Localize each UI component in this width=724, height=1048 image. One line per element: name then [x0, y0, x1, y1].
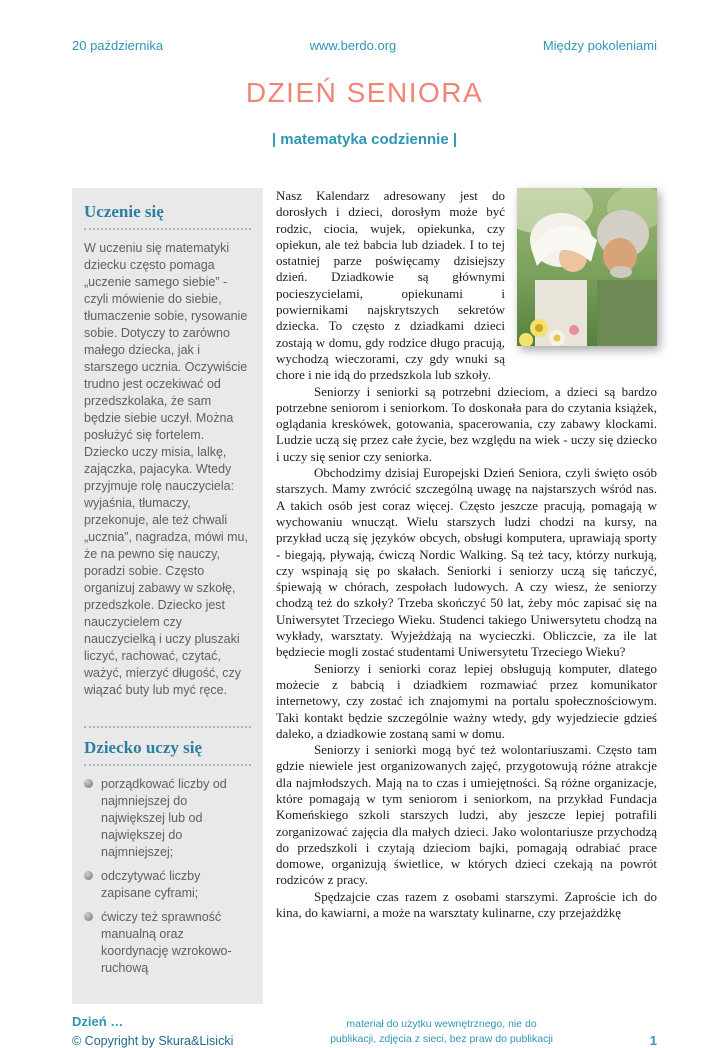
sphere-bullet-icon — [84, 912, 93, 921]
footer-usage-note — [330, 1017, 553, 1048]
article-paragraph: Spędzajcie czas razem z osobami starszymi. Zaproście ich do kina, do kawiarni, a może na warsztaty kulinarne, czy przejażdżkę — [276, 889, 657, 922]
content-columns — [72, 188, 657, 1004]
bullet-item — [84, 909, 251, 977]
dotted-divider — [84, 227, 251, 230]
page-header — [72, 38, 657, 53]
main-article — [276, 188, 657, 921]
header-date: 20 października — [72, 38, 163, 53]
footer-page-number: 1 — [650, 1033, 657, 1048]
article-paragraph: Seniorzy i seniorki coraz lepiej obsługują komputer, dlatego możecie z babcią i dziadkiem rozmawiać przez komunikator internetowy, czy zostać ich znajomymi na portalu społecznościowym. Taki kontakt będzie szczególnie ważny wtedy, gdy wyjedziecie gdzieś daleko, a dziadkowie zostaną sami w domu. — [276, 661, 657, 742]
bullet-text: odczytywać liczby zapisane cyframi; — [101, 869, 200, 900]
page-subtitle: | matematyka codziennie | — [72, 131, 657, 148]
sidebar — [72, 188, 263, 1004]
bullet-text: ćwiczy też sprawność manualną oraz koordynację wzrokowo-ruchową — [101, 910, 232, 975]
footer-copyright: © Copyright by Skura&Lisicki — [72, 1034, 233, 1048]
footer-note-line1: materiał do użytku wewnętrznego, nie do — [330, 1017, 553, 1033]
sidebar-heading-uczenie-sie: Uczenie się — [84, 202, 251, 222]
dotted-divider — [84, 725, 251, 728]
site-url-link[interactable]: www.berdo.org — [310, 38, 397, 53]
dotted-divider — [84, 763, 251, 766]
sidebar-spacer — [84, 699, 251, 725]
grandfather-child-photo — [517, 188, 657, 346]
sidebar-heading-dziecko-uczy-sie: Dziecko uczy się — [84, 738, 251, 758]
bullet-text: porządkować liczby od najmniejszej do największej lub od największej do najmniejszej; — [101, 777, 227, 859]
sphere-bullet-icon — [84, 779, 93, 788]
sidebar-body-text: W uczeniu się matematyki dziecku często pomaga „uczenie samego siebie” - czyli mówienie do siebie, tłumaczenie sobie, rysowanie sobie. Dotyczy to zarówno małego dziecka, jak i starszego ucznia. Oczywiście trudno jest oczekiwać od przedszkolaka, że sam będzie siebie uczył. Można posłużyć się fortelem. Dziecko uczy misia, lalkę, zajączka, pajacyka. Wtedy przyjmuje rolę nauczyciela: wyjaśnia, tłumaczy, przekonuje, ale też chwali „ucznia”, nagradza, mówi mu, że na pewno się nauczy, poradzi sobie. Często organizuj zabawy w szkołę, przedszkole. Dziecko jest nauczycielem czy nauczycielką i uczy pluszaki liczyć, rachować, czytać, ważyć, mierzyć długość, czy wiązać buty lub myć ręce. — [84, 240, 251, 699]
photo-illustration — [517, 188, 657, 346]
bullet-item — [84, 868, 251, 902]
page-title: DZIEŃ SENIORA — [72, 77, 657, 109]
article-paragraph: Seniorzy i seniorki są potrzebni dzieciom, a dzieci są bardzo potrzebne seniorom i seniorkom. To doskonała para do czytania książek, oglądania kreskówek, gotowania, spacerowania, czy zabawy klockami. Ludzie uczą się przez całe życie, bez względu na wiek - uczy się dziecko i uczy się senior czy seniorka. — [276, 384, 657, 465]
footer-left — [72, 1014, 233, 1048]
article-paragraph: Obchodzimy dzisiaj Europejski Dzień Seniora, czyli święto osób starszych. Mamy zwrócić szczególną uwagę na najstarszych wśród nas. A takich osób jest coraz więcej. Często jeszcze pracują, pomagają w wychowaniu wnucząt. Wielu starszych ludzi chodzi na kursy, na przykład uczą się języków obcych, obsługi komputera, uprawiają sporty - biegają, pływają, ćwiczą Nordic Walking. Są też tacy, którzy nurkują, czy wspinają się po skałach. Seniorki i seniorzy uczą się tańczyć, śpiewają w chórach, zespołach ludowych. A czy wiesz, że seniorzy chodzą też do szkoły? Trzeba skończyć 50 lat, żeby móc zapisać się na Uniwersytet Trzeciego Wieku. Studenci takiego Uniwersytetu chodzą na wykłady, warsztaty. Wyjeżdżają na wycieczki. Obliczcie, za ile lat będziecie mogli zostać studentami Uniwersytetu Trzeciego Wieku? — [276, 465, 657, 661]
header-tagline: Między pokoleniami — [543, 38, 657, 53]
footer-series-title: Dzień … — [72, 1014, 233, 1029]
sidebar-bullet-list — [84, 776, 251, 977]
article-paragraph: Seniorzy i seniorki mogą być też wolontariuszami. Często tam gdzie niewiele jest organizowanych zajęć, przygotowują różne atrakcje dla najmłodszych. Mają na to czas i umiejętności. Są różne organizacje, które pomagają w tym seniorom i seniorkom, na przykład Fundacja Komeńskiego szkoli starszych ludzi, aby jeszcze lepiej potrafili zorganizować zajęcia dla małych dzieci. Jako wolontariusze przychodzą do przedszkoli i czytają dzieciom bajki, pomagają odrabiać prace domowe, organizują świetlice, w których dzieci czekają na powrót rodziców z pracy. — [276, 742, 657, 889]
article-paragraph: Nasz Kalendarz adresowany jest do dorosłych i dzieci, dorosłym może być rodzic, ciocia, wujek, opiekunka, czy opiekun, ale też babcia lub dziadek. I to tej ostatniej parze poświęcamy dzisiejszy dzień. Dziadkowie są głównymi pocieszycielami, opiekunami i powiernikami najskrytszych sekretów dziecka. To często z dziadkami dzieci zostają w domu, gdy rodzice długo pracują, wychodzą wieczorami, czy gdy wnuki są chore i nie idą do przedszkola lub szkoły. — [276, 188, 657, 384]
page-footer — [72, 1004, 657, 1048]
sphere-bullet-icon — [84, 871, 93, 880]
footer-note-line2: publikacji, zdjęcia z sieci, bez praw do publikacji — [330, 1032, 553, 1048]
bullet-item — [84, 776, 251, 861]
